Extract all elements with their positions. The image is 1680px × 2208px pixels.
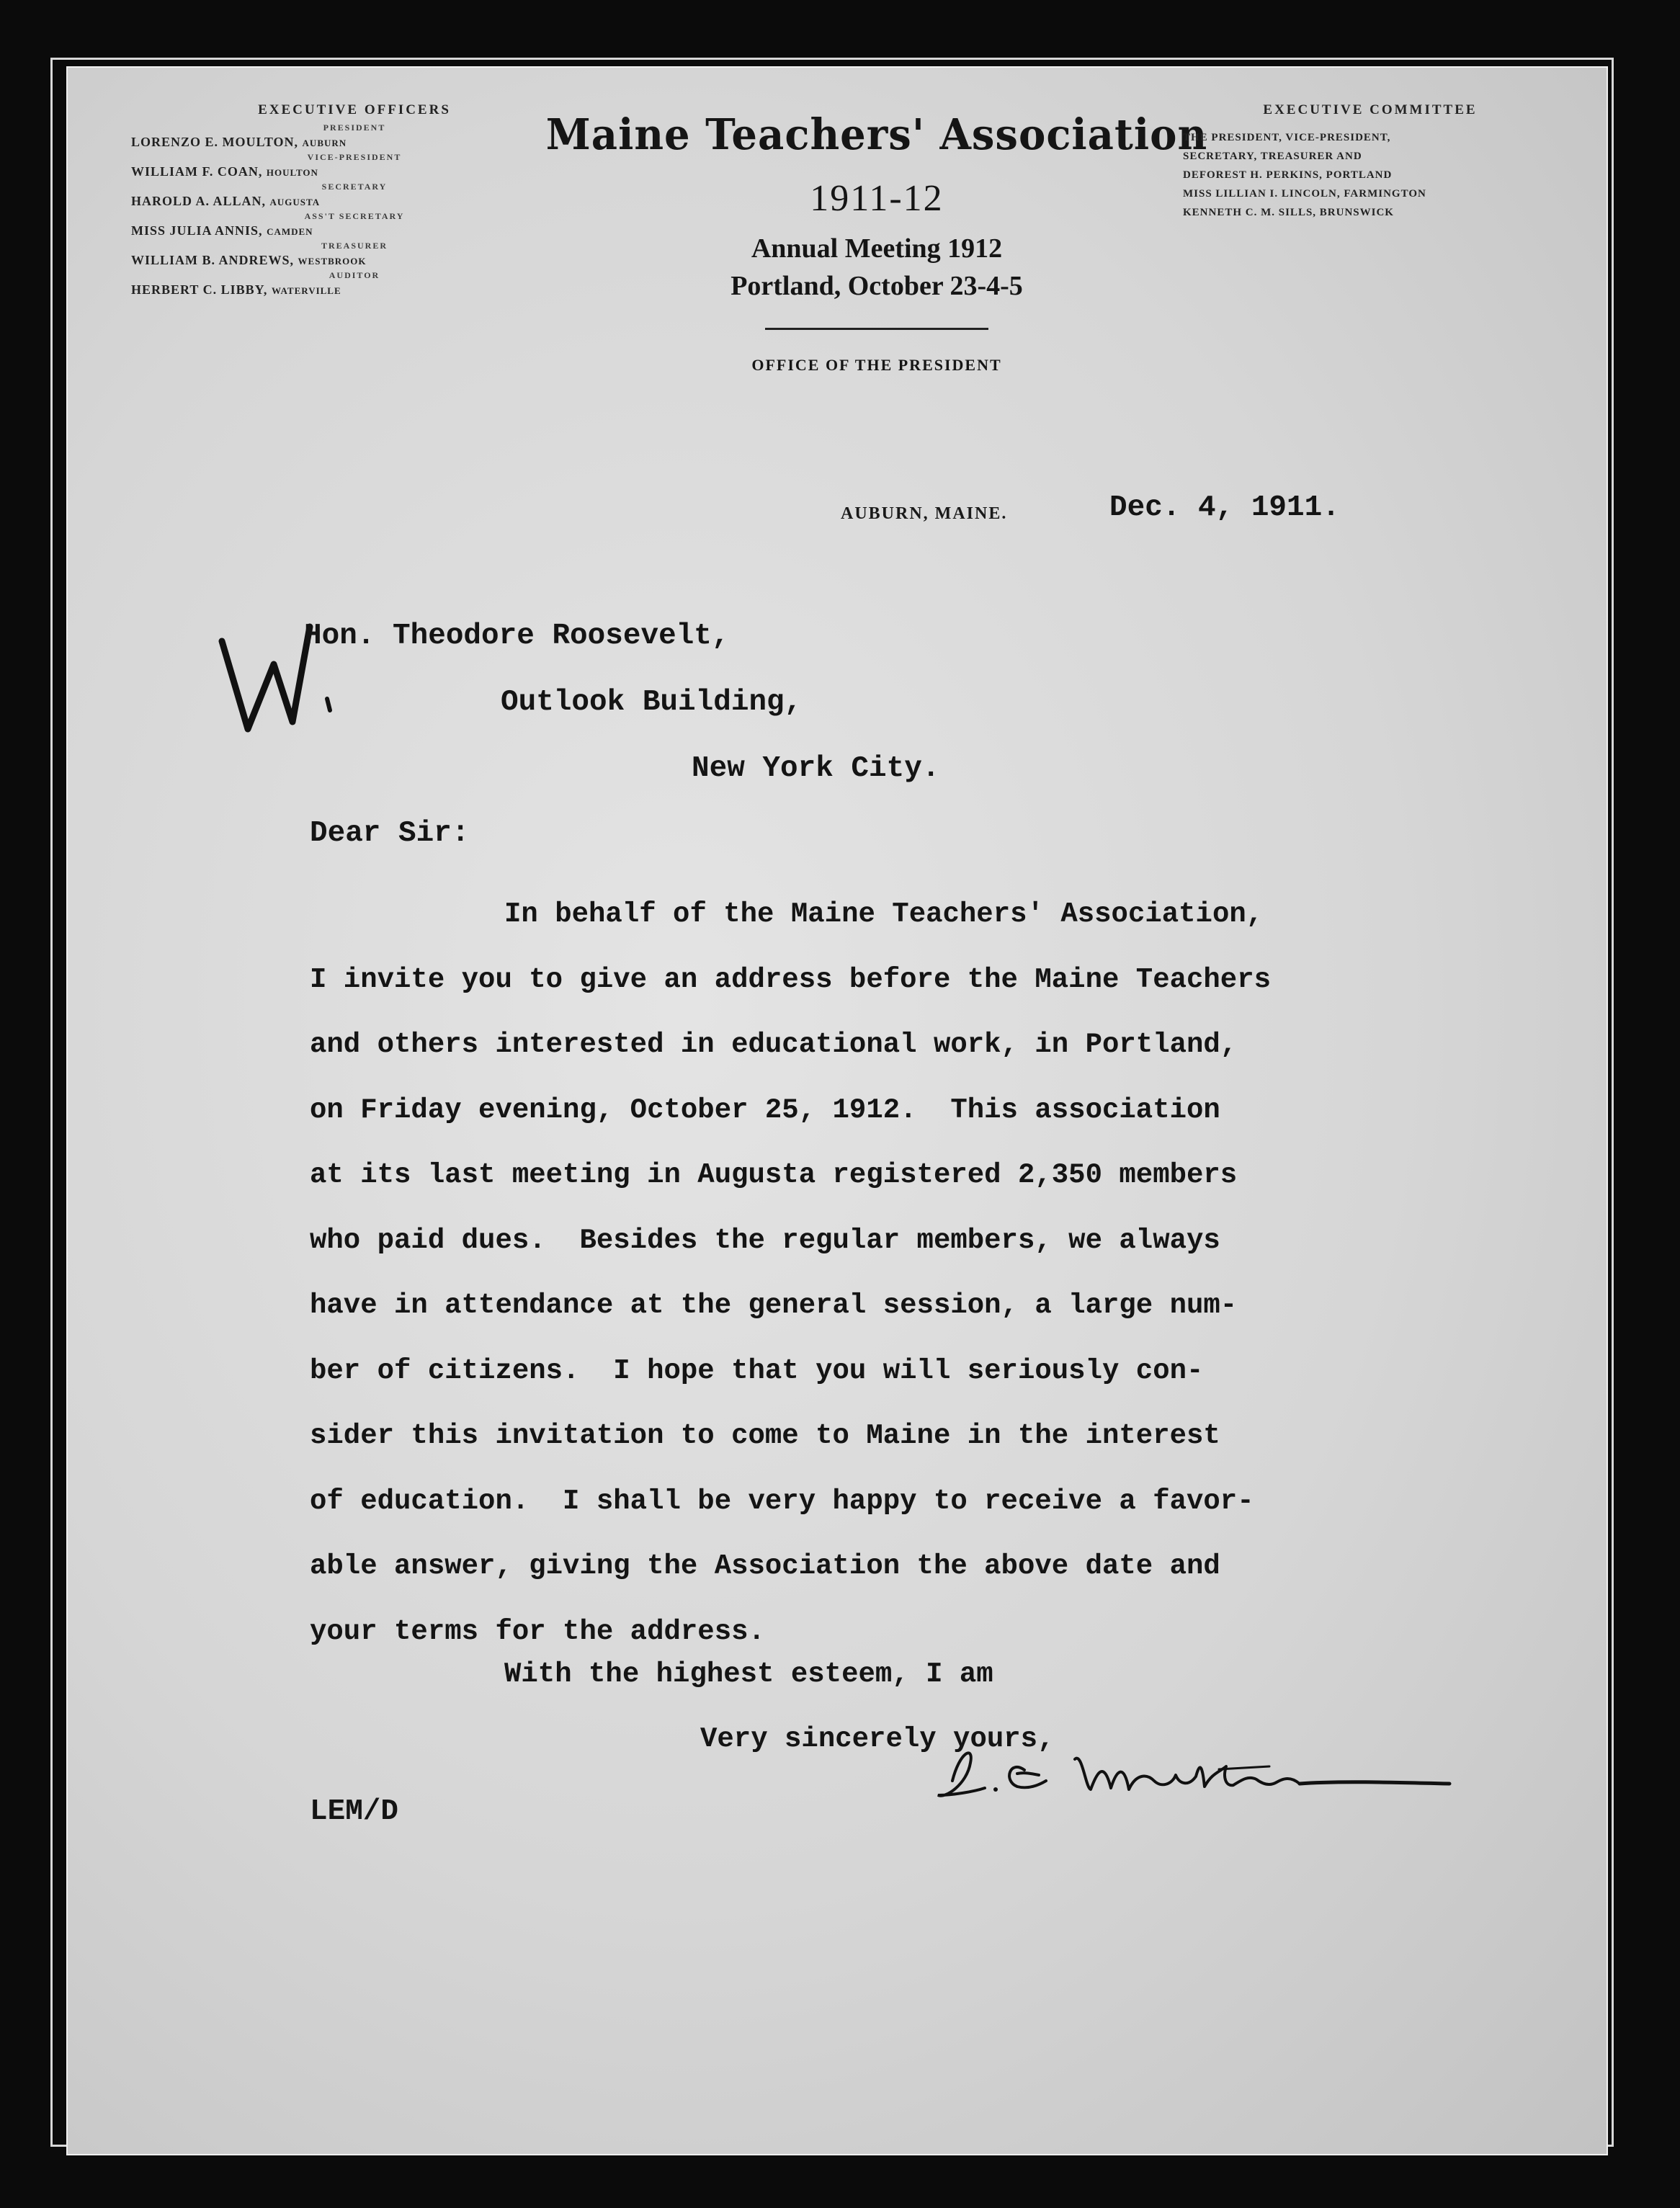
body-line: and others interested in educational work, in Portland, xyxy=(310,1029,1238,1060)
body-line: at its last meeting in Augusta registered 2,350 members xyxy=(310,1159,1238,1191)
recipient-building: Outlook Building, xyxy=(501,686,803,719)
meeting-place: Portland, October 23-4-5 xyxy=(730,271,1023,301)
officer-role: AUDITOR xyxy=(329,270,380,280)
officer-entry xyxy=(131,122,578,152)
dateline-place: AUBURN, MAINE. xyxy=(841,504,1008,523)
recipient-city: New York City. xyxy=(692,752,940,785)
officer-name-text: MISS JULIA ANNIS, xyxy=(131,223,263,238)
officer-role: SECRETARY xyxy=(321,182,388,192)
officer-entry xyxy=(131,182,578,211)
letterhead-year: 1911-12 xyxy=(810,178,944,219)
officers-title: EXECUTIVE OFFICERS xyxy=(258,102,451,117)
officer-entry xyxy=(131,152,578,182)
officer-town: AUBURN xyxy=(302,138,347,148)
officer-town: WATERVILLE xyxy=(271,285,341,296)
officer-name xyxy=(131,251,578,270)
committee-line: THE PRESIDENT, VICE-PRESIDENT, xyxy=(1183,132,1391,143)
closing-line: With the highest esteem, I am xyxy=(504,1658,993,1690)
officer-role: ASS'T SECRETARY xyxy=(304,211,405,221)
body-line: I invite you to give an address before the Maine Teachers xyxy=(310,963,1272,996)
body-line: on Friday evening, October 25, 1912. This association xyxy=(310,1094,1220,1126)
committee-title: EXECUTIVE COMMITTEE xyxy=(1263,102,1478,117)
officer-name xyxy=(131,192,578,211)
executive-officers xyxy=(131,102,578,300)
officer-town: HOULTON xyxy=(266,167,318,178)
handwritten-signature xyxy=(931,1730,1464,1810)
officer-name-text: HAROLD A. ALLAN, xyxy=(131,194,267,208)
office-of-president: OFFICE OF THE PRESIDENT xyxy=(751,356,1002,374)
committee-line: KENNETH C. M. SILLS, BRUNSWICK xyxy=(1183,207,1394,218)
body-line: sider this invitation to come to Maine in the interest xyxy=(310,1420,1220,1452)
officer-town: WESTBROOK xyxy=(298,256,367,267)
officer-town: CAMDEN xyxy=(267,226,313,237)
recipient-name: Hon. Theodore Roosevelt, xyxy=(304,620,730,653)
officer-town: AUGUSTA xyxy=(269,197,321,207)
reference-initials: LEM/D xyxy=(310,1795,399,1828)
officer-name xyxy=(131,281,578,300)
body-line: your terms for the address. xyxy=(310,1615,765,1648)
officer-name-text: HERBERT C. LIBBY, xyxy=(131,282,268,297)
salutation: Dear Sir: xyxy=(310,817,470,850)
body-line: ber of citizens. I hope that you will seriously con- xyxy=(310,1354,1204,1387)
officer-name xyxy=(131,163,578,182)
committee-line: DEFOREST H. PERKINS, PORTLAND xyxy=(1183,169,1393,181)
officer-entry xyxy=(131,241,578,270)
letter-body xyxy=(310,882,1477,1664)
officer-role: PRESIDENT xyxy=(323,122,386,133)
body-line: who paid dues. Besides the regular members, we always xyxy=(310,1224,1220,1256)
annual-meeting: Annual Meeting 1912 xyxy=(751,233,1003,264)
body-line: of education. I shall be very happy to receive a favor- xyxy=(310,1485,1254,1517)
closing-valediction: Very sincerely yours, xyxy=(700,1723,1055,1755)
committee-line: SECRETARY, TREASURER AND xyxy=(1183,151,1362,162)
officer-name-text: WILLIAM B. ANDREWS, xyxy=(131,253,295,267)
org-name: Maine Teachers' Association xyxy=(545,109,1208,160)
officer-name-text: WILLIAM F. COAN, xyxy=(131,164,263,179)
letterhead-divider xyxy=(765,328,988,330)
body-line: have in attendance at the general session, a large num- xyxy=(310,1290,1238,1321)
body-line: able answer, giving the Association the above date and xyxy=(310,1550,1220,1582)
officer-entry xyxy=(131,211,578,241)
officer-role: VICE-PRESIDENT xyxy=(307,152,402,162)
letter-sheet xyxy=(66,66,1608,2155)
body-line: In behalf of the Maine Teachers' Association, xyxy=(504,898,1264,930)
officer-name xyxy=(131,133,578,152)
executive-committee xyxy=(1183,102,1558,222)
letterhead-center xyxy=(513,111,1241,375)
officer-name xyxy=(131,222,578,241)
committee-line: MISS LILLIAN I. LINCOLN, FARMINGTON xyxy=(1183,188,1426,200)
officer-entry xyxy=(131,270,578,300)
officer-role: TREASURER xyxy=(321,241,388,251)
officer-name-text: LORENZO E. MOULTON, xyxy=(131,135,299,149)
letter-date: Dec. 4, 1911. xyxy=(1109,491,1340,524)
